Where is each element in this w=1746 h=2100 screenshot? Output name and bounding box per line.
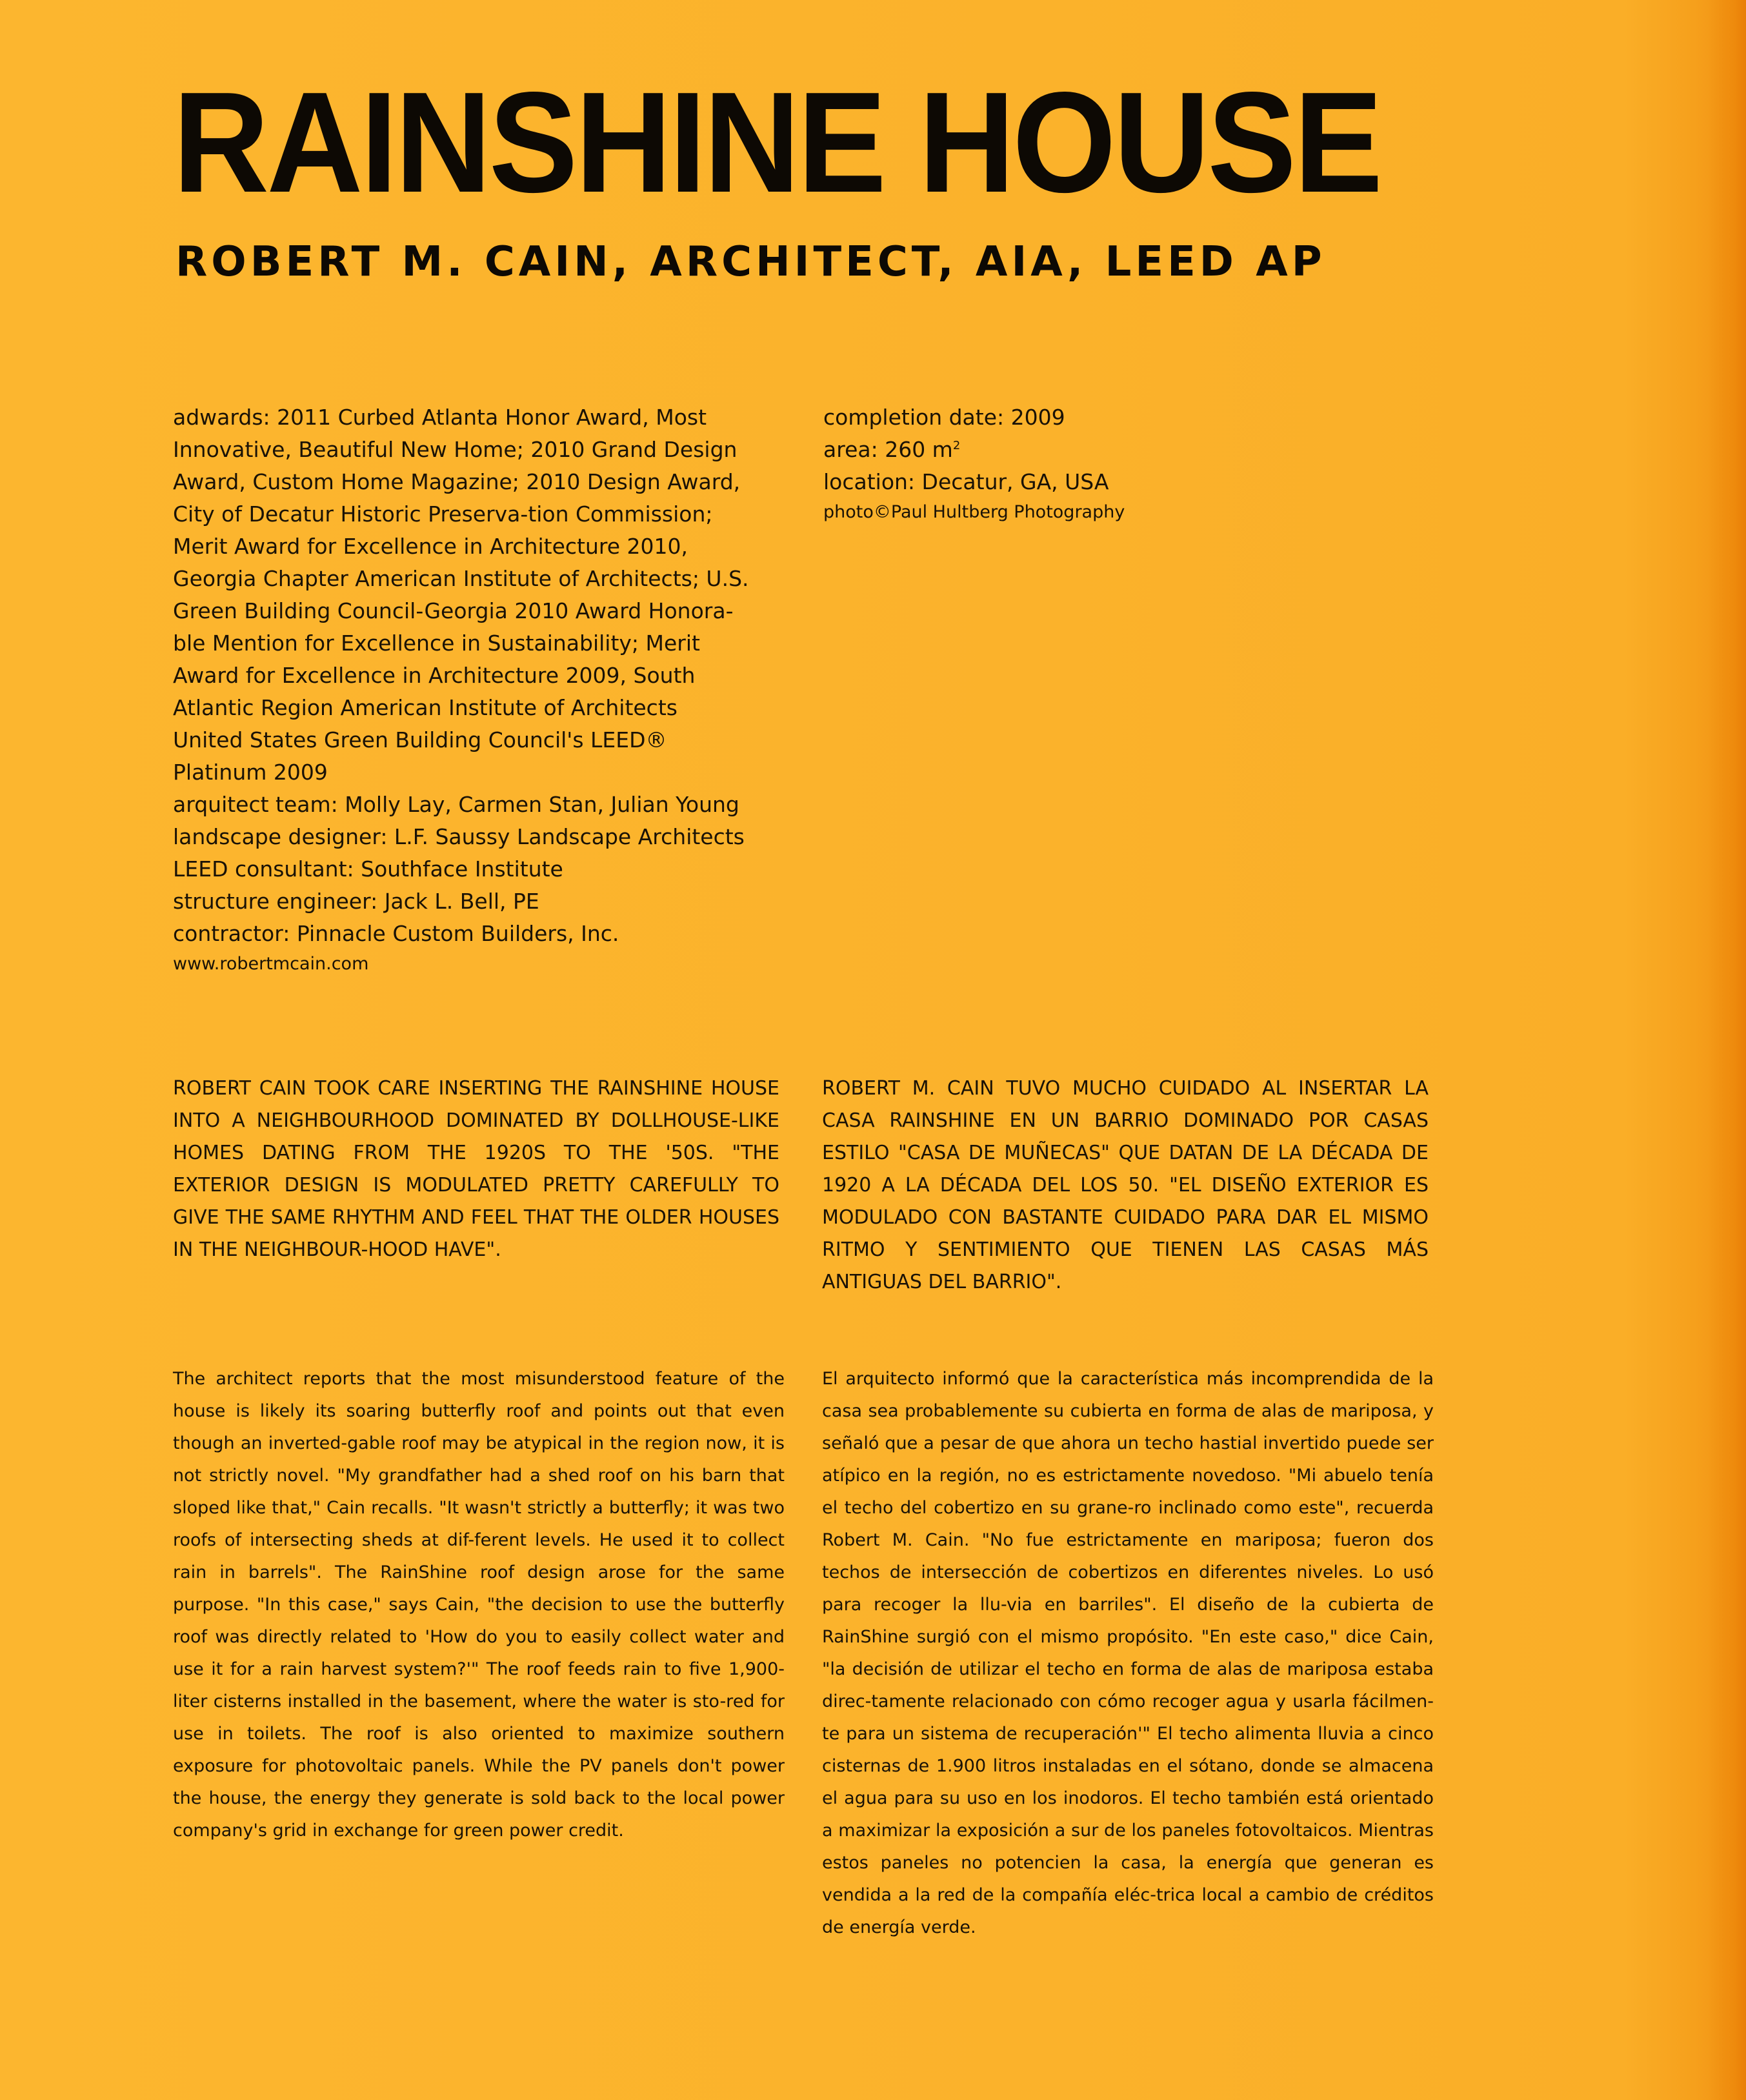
- area-superscript: 2: [952, 439, 961, 452]
- page-edge-shadow: [1707, 0, 1746, 2100]
- credits-line: landscape designer: L.F. Saussy Landscape Architects: [173, 824, 745, 849]
- credits-line: Atlantic Region American Institute of Architects: [173, 695, 677, 720]
- credits-line: structure engineer: Jack L. Bell, PE: [173, 889, 539, 914]
- website-link[interactable]: www.robertmcain.com: [173, 954, 369, 974]
- project-area: [823, 434, 1430, 466]
- credits-line: Georgia Chapter American Institute of Architects; U.S.: [173, 566, 749, 591]
- body-english: The architect reports that the most misunderstood feature of the house is likely its soaring butterfly roof and points out that even though an inverted-gable roof may be atypical in the region now, it is not strictly novel. "My grandfather had a shed roof on his barn that sloped like that," Cain recalls. "It wasn't strictly a butterfly; it was two roofs of intersecting sheds at dif-ferent levels. He used it to collect rain in barrels". The RainShine roof design arose for the same purpose. "In this case," says Cain, "the decision to use the butterfly roof was directly related to 'How do you to easily collect water and use it for a rain harvest system?'" The roof feeds rain to five 1,900-liter cisterns installed in the basement, where the water is sto-red for use in toilets. The roof is also oriented to maximize southern exposure for photovoltaic panels. While the PV panels don't power the house, the energy they generate is sold back to the local power company's grid in exchange for green power credit.: [173, 1369, 785, 1841]
- credits-line: arquitect team: Molly Lay, Carmen Stan, Julian Young: [173, 792, 739, 817]
- page-title: RAINSHINE HOUSE: [173, 63, 1381, 223]
- credits-line: Award, Custom Home Magazine; 2010 Design Award,: [173, 469, 741, 494]
- credits-line: Award for Excellence in Architecture 2009, South: [173, 663, 696, 688]
- project-credits: [173, 401, 779, 978]
- project-location: location: Decatur, GA, USA: [823, 469, 1109, 494]
- architect-subtitle: ROBERT M. CAIN, ARCHITECT, AIA, LEED AP: [176, 238, 1326, 286]
- body-spanish: El arquitecto informó que la característica más incomprendida de la casa sea probablemente su cubierta en forma de alas de mariposa, y señaló que a pesar de que ahora un techo hastial invertido puede ser atípico en la región, no es estrictamente novedoso. "Mi abuelo tenía el techo del cobertizo en su grane-ro inclinado como este", recuerda Robert M. Cain. "No fue estrictamente en mariposa; fueron dos techos de intersección de cobertizos en diferentes niveles. Lo usó para recoger la llu-via en barriles". El diseño de la cubierta de RainShine surgió con el mismo propósito. "En este caso," dice Cain, "la decisión de utilizar el techo en forma de alas de mariposa estaba direc-tamente relacionado con cómo recoger agua y usarla fácilmen-te para un sistema de recuperación'" El techo alimenta lluvia a cinco cisternas de 1.900 litros instaladas en el sótano, donde se almacena el agua para su uso en los inodoros. El techo también está orientado a maximizar la exposición a sur de los paneles fotovoltaicos. Mientras estos paneles no potencien la casa, la energía que generan es vendida a la red de la compañía eléc-trica local a cambio de créditos de energía verde.: [822, 1369, 1434, 1937]
- credits-line: Innovative, Beautiful New Home; 2010 Grand Design: [173, 437, 738, 462]
- intro-english: ROBERT CAIN TOOK CARE INSERTING THE RAINSHINE HOUSE INTO A NEIGHBOURHOOD DOMINATED BY DOLLHOUSE-LIKE HOMES DATING FROM THE 1920S TO THE '50S. "THE EXTERIOR DESIGN IS MODULATED PRETTY CAREFULLY TO GIVE THE SAME RHYTHM AND FEEL THAT THE OLDER HOUSES IN THE NEIGHBOUR-HOOD HAVE".: [173, 1077, 779, 1261]
- credits-line: ble Mention for Excellence in Sustainability; Merit: [173, 631, 700, 656]
- intro-spanish: ROBERT M. CAIN TUVO MUCHO CUIDADO AL INSERTAR LA CASA RAINSHINE EN UN BARRIO DOMINADO POR CASAS ESTILO "CASA DE MUÑECAS" QUE DATAN DE LA DÉCADA DE 1920 A LA DÉCADA DEL LOS 50. "EL DISEÑO EXTERIOR ES MODULADO CON BASTANTE CUIDADO PARA DAR EL MISMO RITMO Y SENTIMIENTO QUE TIENEN LAS CASAS MÁS ANTIGUAS DEL BARRIO".: [822, 1077, 1429, 1293]
- credits-line: adwards: 2011 Curbed Atlanta Honor Award, Most: [173, 405, 707, 430]
- credits-line: LEED consultant: Southface Institute: [173, 856, 563, 882]
- photo-credit: photo©Paul Hultberg Photography: [823, 502, 1125, 522]
- credits-line: contractor: Pinnacle Custom Builders, Inc.: [173, 921, 619, 946]
- area-text: area: 260 m: [823, 437, 953, 462]
- credits-line: Merit Award for Excellence in Architecture 2010,: [173, 534, 688, 559]
- credits-line: City of Decatur Historic Preserva-tion Commission;: [173, 501, 713, 527]
- credits-line: Platinum 2009: [173, 760, 328, 785]
- credits-line: Green Building Council-Georgia 2010 Award Honora-: [173, 598, 734, 623]
- completion-date: completion date: 2009: [823, 405, 1065, 430]
- credits-line: United States Green Building Council's LEED®: [173, 727, 667, 752]
- project-meta: [823, 401, 1430, 527]
